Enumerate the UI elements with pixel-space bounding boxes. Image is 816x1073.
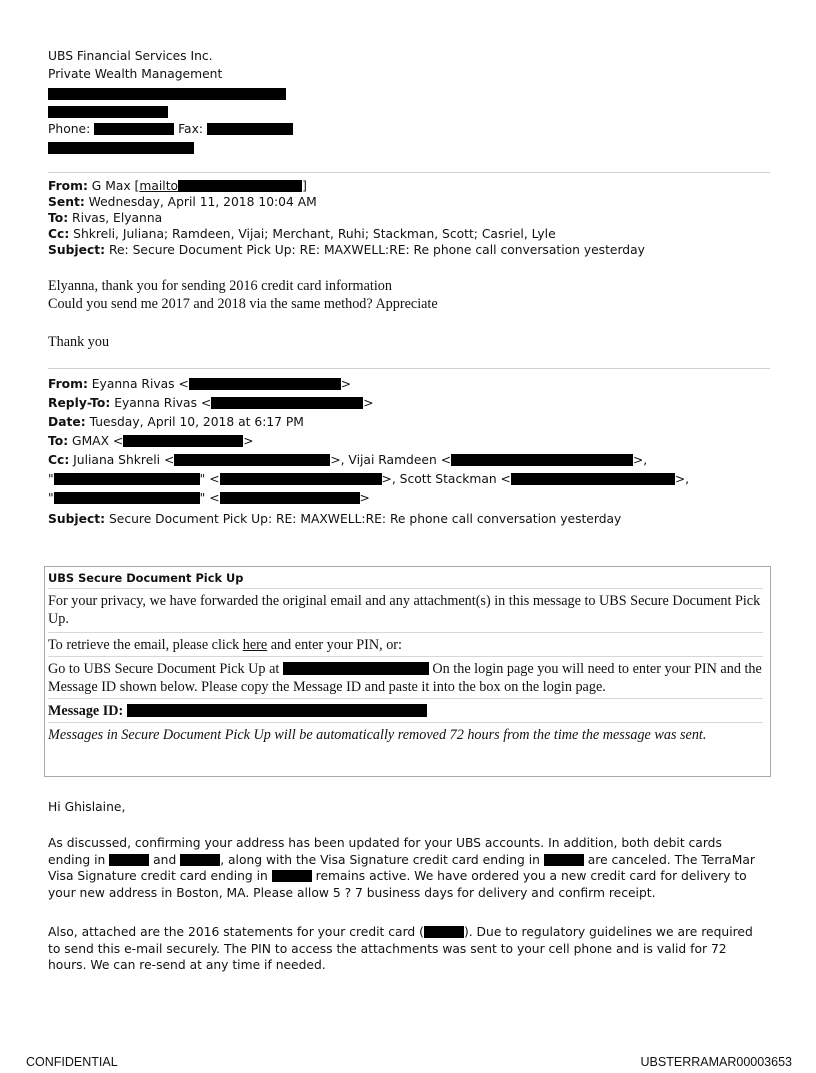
email2-date: Date: Tuesday, April 10, 2018 at 6:17 PM [48,415,304,429]
removal-notice: Messages in Secure Document Pick Up will be automatically removed 72 hours from the time the message was sent. [48,727,707,743]
email1-from: From: G Max [mailto ] [48,179,307,193]
retrieve-text: To retrieve the email, please click here and enter your PIN, or: [48,637,402,653]
email2-to: To: GMAX < > [48,434,254,448]
redacted-address-line-1 [48,86,286,103]
email2-cc-line-1: Cc: Juliana Shkreli < >, Vijai Ramdeen < >, [48,453,648,467]
company-name: UBS Financial Services Inc. [48,49,213,63]
email1-body-line-2: Could you send me 2017 and 2018 via the same method? Appreciate [48,296,438,312]
redacted-email-line [48,140,194,157]
redacted-fax [207,123,293,135]
goto-text: Go to UBS Secure Document Pick Up at On the login page you will need to enter your PIN and the Message ID shown below. Please copy the Message ID and paste it into the box on the login page. [48,661,762,695]
message-id-row [48,702,763,720]
mailto-link[interactable]: mailto [139,179,179,193]
redacted-phone [94,123,174,135]
email2-cc-line-2: " " < >, Scott Stackman < >, [48,472,690,486]
fax-label: Fax: [178,122,203,136]
email2-reply-to: Reply-To: Eyanna Rivas < > [48,396,374,410]
email2-from: From: Eyanna Rivas < > [48,377,352,391]
email1-sent: Sent: Wednesday, April 11, 2018 10:04 AM [48,195,317,209]
body-paragraph-1: As discussed, confirming your address has been updated for your UBS accounts. In addition, both debit cards ending in and , along with the Visa Signature credit card ending in are canceled. The TerraMar Visa Signature credit card ending in remains active. We have ordered you a new credit card for delivery to your new address in Boston, MA. Please allow 5 ? 7 business days for delivery and confirm receipt. [48,836,755,900]
divider-2 [48,368,770,369]
greeting: Hi Ghislaine, [48,800,126,814]
redacted-address-line-2 [48,104,168,121]
email1-to: To: Rivas, Elyanna [48,211,163,225]
redacted-url [283,662,429,675]
message-id-label: Message ID: [48,703,124,719]
secure-box-title: UBS Secure Document Pick Up [48,571,244,585]
email1-subject: Subject: Re: Secure Document Pick Up: RE: MAXWELL:RE: Re phone call conversation yesterday [48,243,645,257]
here-link[interactable]: here [242,637,268,653]
email1-body-line-1: Elyanna, thank you for sending 2016 credit card information [48,278,392,294]
footer-bates-number: UBSTERRAMAR00003653 [640,1055,792,1069]
body-paragraph-2: Also, attached are the 2016 statements for your credit card ( ). Due to regulatory guidelines we are required to send this e-mail securely. The PIN to access the attachments was sent to your cell phone and is valid for 72 hours. We can re-send at any time if needed. [48,925,753,972]
footer-confidential: CONFIDENTIAL [26,1055,118,1069]
privacy-text: For your privacy, we have forwarded the original email and any attachment(s) in this message to UBS Secure Document Pick Up. [48,593,761,627]
secure-document-box [44,566,771,777]
divider-1 [48,172,770,173]
phone-fax-line [48,121,293,138]
email1-cc: Cc: Shkreli, Juliana; Ramdeen, Vijai; Merchant, Ruhi; Stackman, Scott; Casriel, Lyle [48,227,556,241]
division-name: Private Wealth Management [48,67,223,81]
email2-cc-line-3: " " < > [48,491,370,505]
email1-thanks: Thank you [48,334,110,350]
redacted-message-id [127,704,427,717]
phone-label: Phone: [48,122,91,136]
email2-subject: Subject: Secure Document Pick Up: RE: MAXWELL:RE: Re phone call conversation yesterday [48,512,622,526]
redacted-email [178,180,302,192]
